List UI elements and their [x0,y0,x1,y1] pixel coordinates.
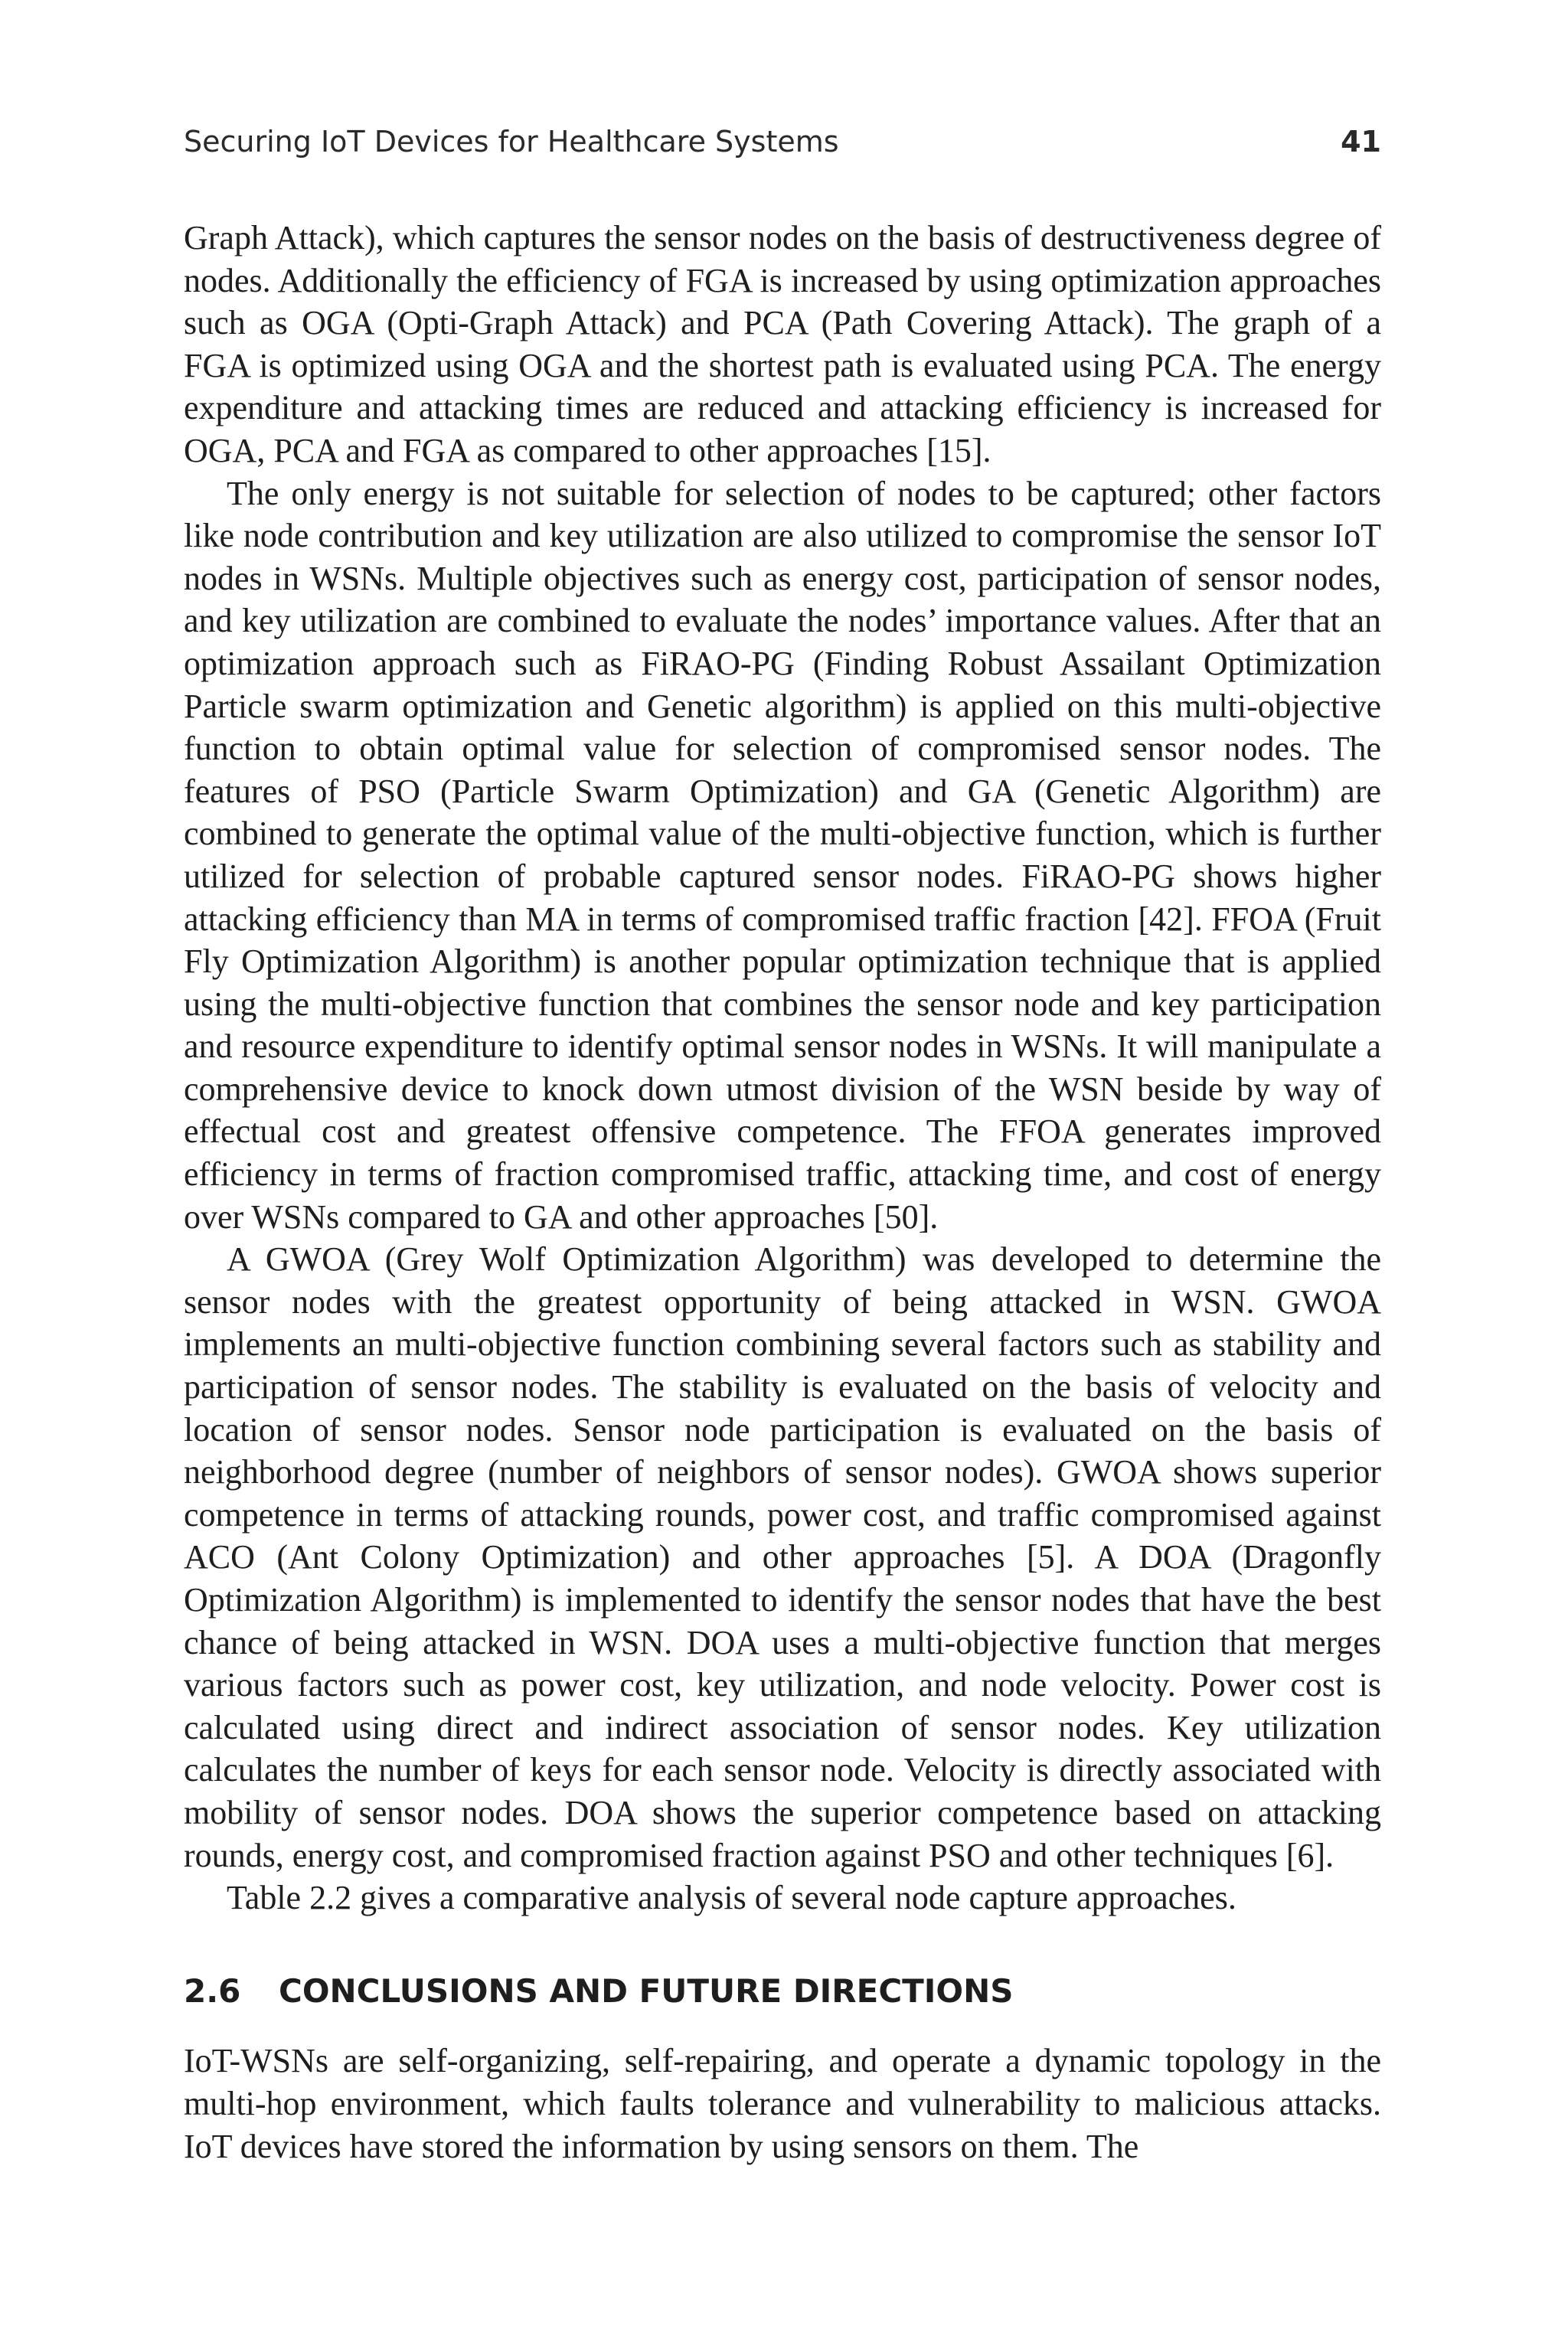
running-title: Securing IoT Devices for Healthcare Systems [184,125,839,158]
book-page [184,0,1381,2352]
page-number: 41 [1341,125,1381,158]
section-number: 2.6 [184,1972,241,2010]
paragraph-2: The only energy is not suitable for selection of nodes to be captured; other factors like node contribution and key utilization are also utilized to compromise the sensor IoT nodes in WSNs. Multiple objectives such as energy cost, participation of sensor nodes, and key utilization are combined to evaluate the nodes’ importance values. After that an optimization approach such as FiRAO-PG (Finding Robust Assailant Optimization Particle swarm optimization and Genetic algorithm) is applied on this multi-objective function to obtain optimal value for selection of compromised sensor nodes. The features of PSO (Particle Swarm Optimization) and GA (Genetic Algorithm) are combined to generate the optimal value of the multi-objective function, which is further utilized for selection of probable captured sensor nodes. FiRAO-PG shows higher attacking efficiency than MA in terms of compromised traffic fraction [42]. FFOA (Fruit Fly Optimization Algorithm) is another popular optimization technique that is applied using the multi-objective function that combines the sensor node and key participation and resource expenditure to identify optimal sensor nodes in WSNs. It will manipulate a comprehensive device to knock down utmost division of the WSN beside by way of effectual cost and greatest offensive competence. The FFOA generates improved efficiency in terms of fraction compromised traffic, attacking time, and cost of energy over WSNs compared to GA and other approaches [50]. [184,474,1381,1236]
section-body [184,2040,1381,2168]
running-head [184,122,1381,161]
paragraph-3: A GWOA (Grey Wolf Optimization Algorithm) was developed to determine the sensor nodes with the greatest opportunity of being attacked in WSN. GWOA implements an multi-objective function combining several factors such as stability and participation of sensor nodes. The stability is evaluated on the basis of velocity and location of sensor nodes. Sensor node participation is evaluated on the basis of neighborhood degree (number of neighbors of sensor nodes). GWOA shows superior competence in terms of attacking rounds, power cost, and traffic compromised against ACO (Ant Colony Optimization) and other approaches [5]. A DOA (Dragonfly Optimization Algorithm) is implemented to identify the sensor nodes that have the best chance of being attacked in WSN. DOA uses a multi-objective function that merges various factors such as power cost, key utilization, and node velocity. Power cost is calculated using direct and indirect association of sensor nodes. Key utilization calculates the number of keys for each sensor node. Velocity is directly associated with mobility of sensor nodes. DOA shows the superior competence based on attacking rounds, energy cost, and compromised fraction against PSO and other techniques [6]. [184,1240,1381,1874]
paragraph-1: Graph Attack), which captures the sensor nodes on the basis of destructiveness degree of nodes. Additionally the efficiency of FGA is increased by using optimization approaches such as OGA (Opti-Graph Attack) and PCA (Path Covering Attack). The graph of a FGA is optimized using OGA and the shortest path is evaluated using PCA. The energy expenditure and attacking times are reduced and attacking efficiency is increased for OGA, PCA and FGA as compared to other approaches [15]. [184,219,1381,469]
section-title: CONCLUSIONS AND FUTURE DIRECTIONS [279,1972,1014,2010]
body-text [184,217,1381,1919]
section-heading [184,1970,1381,2013]
section-paragraph: IoT-WSNs are self-organizing, self-repairing, and operate a dynamic topology in the multi-hop environment, which faults tolerance and vulnerability to malicious attacks. IoT devices have stored the information by using sensors on them. The [184,2042,1381,2165]
paragraph-4: Table 2.2 gives a comparative analysis of several node capture approaches. [227,1879,1236,1917]
